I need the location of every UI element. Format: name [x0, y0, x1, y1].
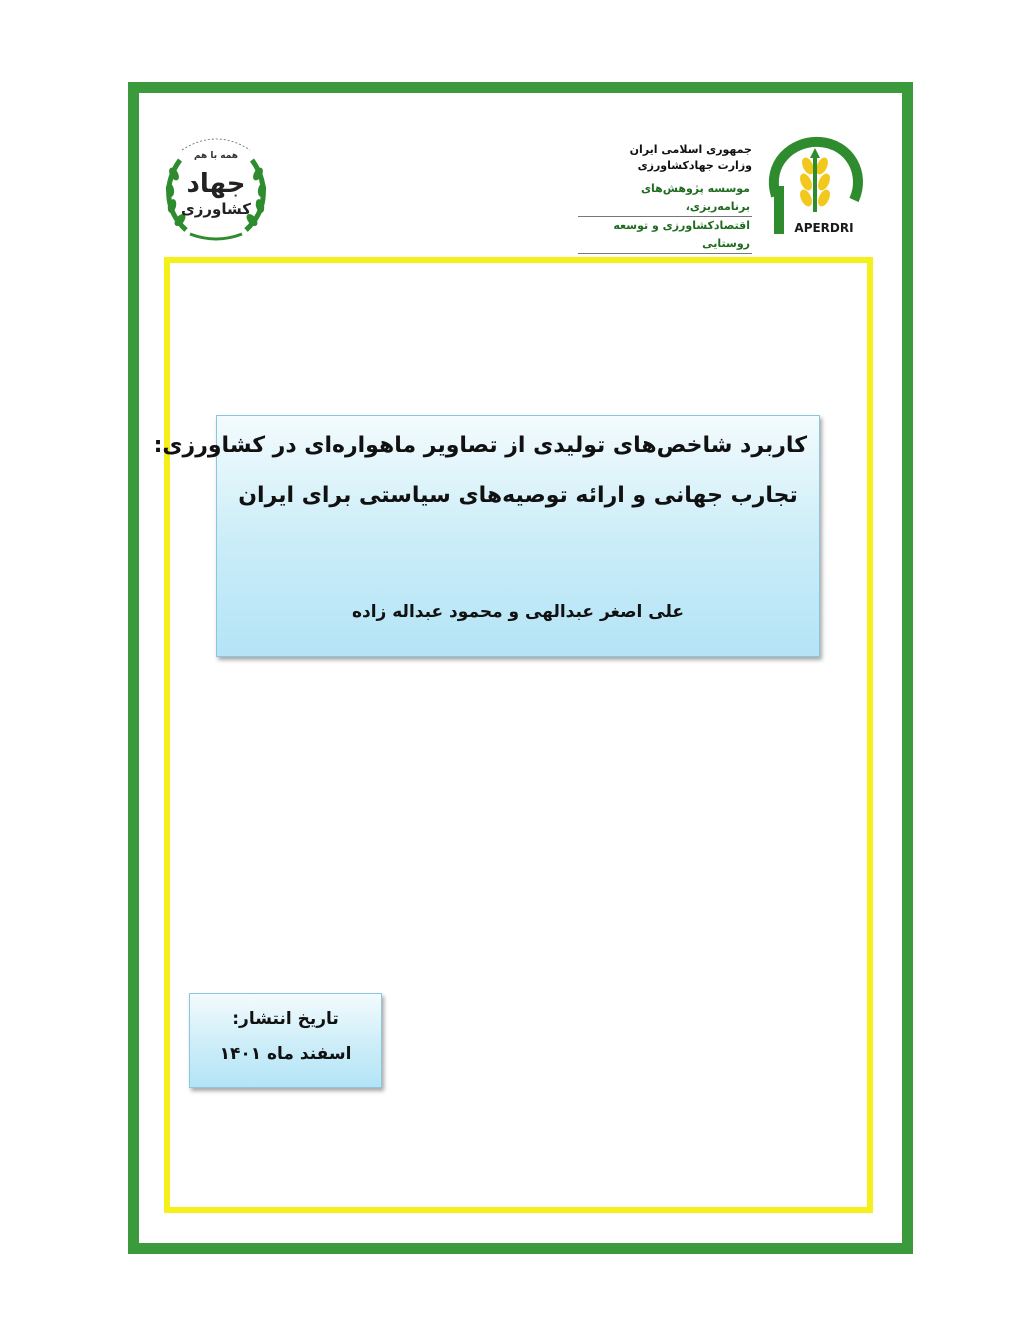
jahad-keshavarzi-logo — [160, 130, 272, 246]
aperdri-header — [570, 130, 870, 250]
aperdri-wheat-emblem — [758, 134, 870, 238]
gov-line-1: جمهوری اسلامی ایران — [629, 143, 752, 156]
report-authors: علی اصغر عبدالهی و محمود عبداله زاده — [351, 602, 685, 622]
svg-text:همه با هم: همه با هم — [193, 151, 239, 161]
svg-text:کشاورزی: کشاورزی — [181, 200, 251, 218]
publication-date-box — [189, 993, 382, 1088]
ministry-text — [630, 142, 752, 174]
title-box — [153, 415, 820, 657]
publication-date-value: اسفند ماه ۱۴۰۱ — [219, 1044, 352, 1064]
institute-name — [578, 180, 752, 254]
gov-line-2: وزارت جهادکشاورزی — [637, 159, 752, 172]
report-title-line-2: تجارب جهانی و ارائه توصیه‌های سیاستی برای ایران — [238, 483, 798, 508]
institute-line-1: موسسه پژوهش‌های برنامه‌ریزی، — [578, 180, 752, 217]
publication-date-label: تاریخ انتشار: — [232, 1009, 339, 1029]
institute-line-2: اقتصادکشاورزی و توسعه روستایی — [578, 217, 752, 254]
svg-text:جهاد: جهاد — [186, 169, 246, 199]
report-title-line-1: کاربرد شاخص‌های تولیدی از تصاویر ماهواره‌ای در کشاورزی: — [153, 433, 807, 458]
svg-text:APERDRI: APERDRI — [794, 221, 854, 235]
